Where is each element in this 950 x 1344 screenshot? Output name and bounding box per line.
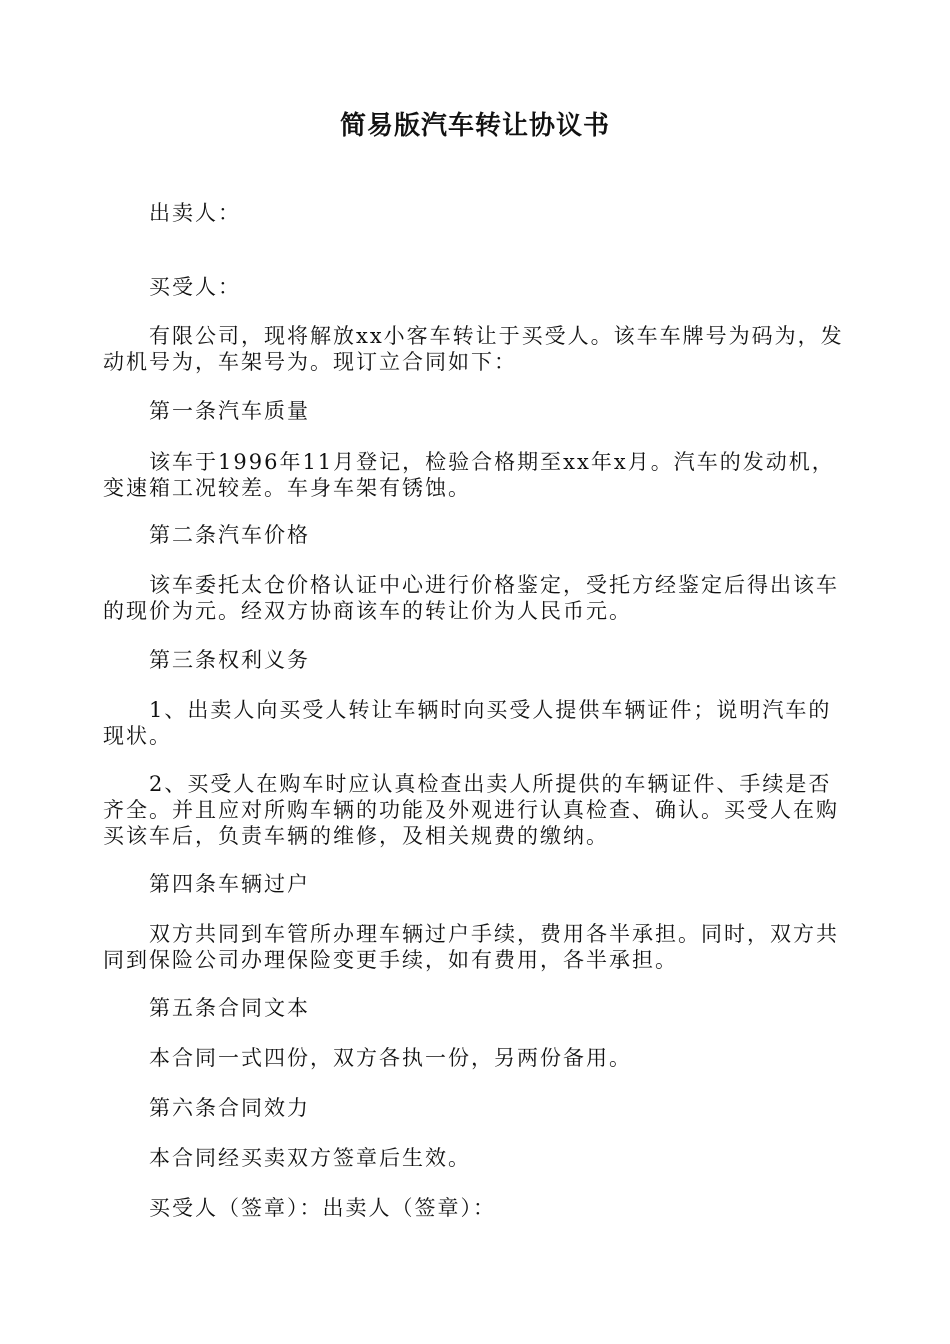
article-1-heading: 第一条汽车质量 [149, 399, 310, 423]
signature-line: 买受人（签章）：出卖人（签章）： [149, 1196, 496, 1220]
seller-line: 出卖人： [149, 201, 241, 225]
article-2-text: 该车委托太仓价格认证中心进行价格鉴定，受托方经鉴定后得出该车的现价为元。经双方协商该车的转让价为人民币元。 [103, 573, 839, 623]
article-6-heading: 第六条合同效力 [149, 1096, 310, 1120]
document-title: 简易版汽车转让协议书 [339, 111, 610, 141]
article-6-text: 本合同经买卖双方签章后生效。 [149, 1146, 471, 1170]
intro-paragraph: 有限公司，现将解放xx小客车转让于买受人。该车车牌号为码为，发动机号为，车架号为。现订立合同如下： [103, 324, 844, 374]
article-2-heading: 第二条汽车价格 [149, 523, 310, 547]
article-5-text: 本合同一式四份，双方各执一份，另两份备用。 [149, 1046, 632, 1070]
buyer-line: 买受人： [149, 275, 241, 299]
article-3-item-1: 1、出卖人向买受人转让车辆时向买受人提供车辆证件；说明汽车的现状。 [103, 698, 832, 748]
article-4-heading: 第四条车辆过户 [149, 872, 310, 896]
article-4-text: 双方共同到车管所办理车辆过户手续，费用各半承担。同时，双方共同到保险公司办理保险变更手续，如有费用，各半承担。 [103, 922, 839, 972]
article-3-item-2: 2、买受人在购车时应认真检查出卖人所提供的车辆证件、手续是否齐全。并且应对所购车辆的功能及外观进行认真检查、确认。买受人在购买该车后，负责车辆的维修，及相关规费的缴纳。 [103, 772, 839, 848]
article-3-heading: 第三条权利义务 [149, 648, 310, 672]
article-5-heading: 第五条合同文本 [149, 996, 310, 1020]
article-1-text: 该车于1996年11月登记，检验合格期至xx年x月。汽车的发动机，变速箱工况较差。车身车架有锈蚀。 [103, 450, 835, 500]
